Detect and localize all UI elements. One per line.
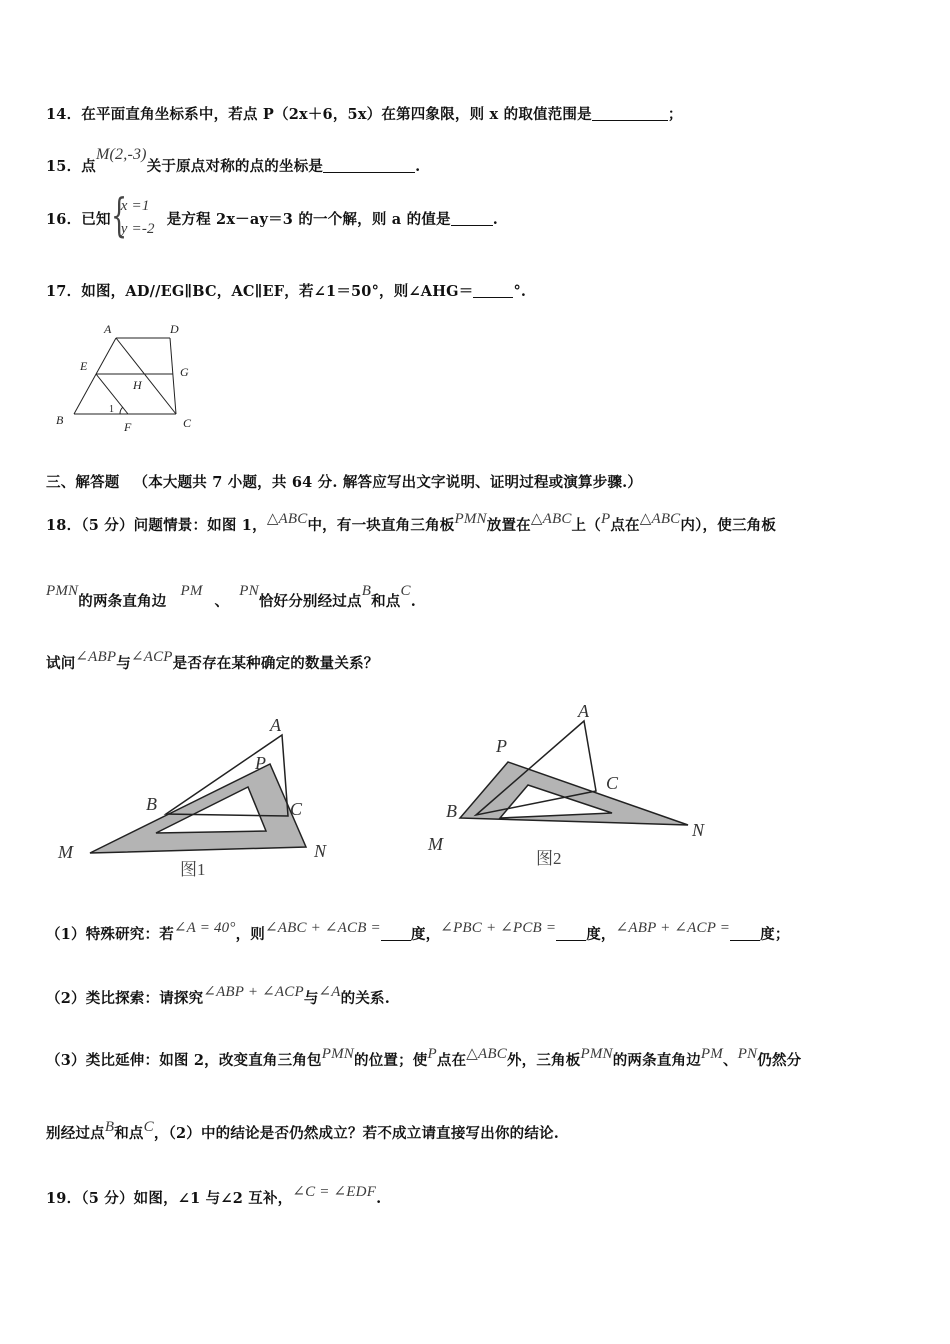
question-16: 16．已知 { x =1 y =-2 是方程 2x－ay＝3 的一个解，则 a 的值是 . — [46, 188, 498, 242]
figure-2 — [420, 695, 730, 880]
fig2-label-m: M — [428, 834, 443, 854]
question-19: 19．（5 分）如图，∠1 与∠2 互补，∠C = ∠EDF. — [46, 1184, 382, 1207]
angle-1-arc — [120, 407, 123, 414]
label-g: G — [180, 365, 189, 379]
figure-1 — [48, 705, 348, 885]
label-b: B — [56, 413, 64, 427]
fig1-label-p: P — [255, 753, 266, 773]
figure-2-caption: 图2 — [536, 849, 562, 868]
section-heading: 三、解答题 （本大题共 7 小题，共 64 分. 解答应写出文字说明、证明过程或演算步骤.） — [46, 474, 643, 491]
figure-q17 — [50, 318, 210, 438]
equation-system: { x =1 y =-2 — [110, 188, 155, 242]
answer-blank — [473, 283, 513, 298]
fig1-label-c: C — [290, 799, 303, 819]
fig1-label-m: M — [58, 842, 73, 862]
fig2-label-c: C — [606, 773, 619, 793]
fig1-label-b: B — [146, 794, 157, 814]
label-e: E — [80, 359, 88, 373]
figure-1-caption: 图1 — [180, 860, 206, 879]
fig1-label-a: A — [270, 715, 281, 735]
label-f: F — [124, 420, 132, 434]
answer-blank — [592, 106, 668, 121]
segment-dc — [170, 338, 176, 414]
question-18-part-3-line-2: 别经过点B和点C，（2）中的结论是否仍然成立？若不成立请直接写出你的结论. — [46, 1119, 559, 1142]
fig2-label-a: A — [578, 701, 589, 721]
label-a: A — [104, 322, 112, 336]
answer-blank — [451, 211, 493, 226]
label-d: D — [170, 322, 179, 336]
question-18-part-1: （1）特殊研究：若∠A = 40°，则∠ABC + ∠ACB = 度，∠PBC + ∠PCB = 度，∠ABP + ∠ACP = 度； — [46, 920, 790, 943]
segment-ac — [116, 338, 176, 414]
question-15: 15．点M(2,-3)关于原点对称的点的坐标是 . — [46, 146, 421, 175]
fig2-label-b: B — [446, 801, 457, 821]
question-18-line-2: PMN的两条直角边PM、PN恰好分别经过点B和点C. — [46, 583, 416, 610]
fig2-label-p: P — [496, 736, 507, 756]
question-18-part-3: （3）类比延伸：如图 2，改变直角三角包PMN的位置；使P点在△ABC外，三角板PMN的两条直角边PM、PN仍然分 — [46, 1046, 802, 1069]
fig1-label-n: N — [314, 841, 327, 861]
question-14: 14．在平面直角坐标系中，若点 P（2x＋6，5x）在第四象限，则 x 的取值范围是 ； — [46, 106, 683, 123]
answer-blank — [730, 926, 760, 941]
set-square-pmn — [460, 762, 688, 825]
question-18: 18．（5 分）问题情景：如图 1，△ABC中，有一块直角三角板PMN放置在△ABC上（P点在△ABC内），使三角板 — [46, 511, 777, 534]
answer-blank — [323, 158, 415, 173]
set-square-pmn — [90, 764, 306, 853]
label-h: H — [133, 378, 142, 392]
label-c: C — [183, 416, 192, 430]
answer-blank — [556, 926, 586, 941]
answer-blank — [381, 926, 411, 941]
question-17: 17．如图，AD//EG∥BC，AC∥EF，若∠1＝50°，则∠AHG＝ °. — [46, 283, 527, 300]
question-18-line-3: 试问∠ABP与∠ACP是否存在某种确定的数量关系？ — [46, 649, 379, 672]
label-angle-1: 1 — [109, 404, 114, 415]
question-18-part-2: （2）类比探索：请探究∠ABP + ∠ACP与∠A的关系. — [46, 984, 391, 1007]
segment-ab — [74, 338, 116, 414]
fig2-label-n: N — [692, 820, 705, 840]
